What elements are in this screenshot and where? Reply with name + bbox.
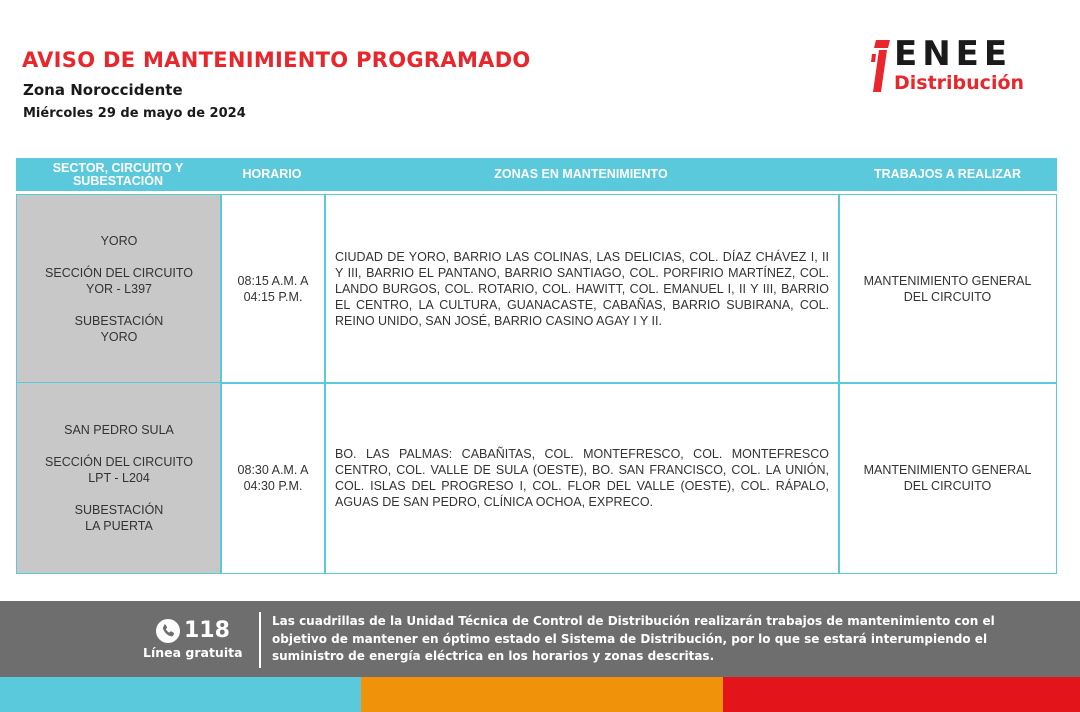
column-header-sector: SECTOR, CIRCUITO Y SUBESTACIÓN [52, 160, 184, 188]
substation-info [75, 313, 164, 345]
time-start: 08:30 A.M. A [237, 463, 309, 477]
table-row [16, 194, 1057, 384]
work-line-1: MANTENIMIENTO GENERAL [863, 463, 1032, 477]
circuit-label: SECCIÓN DEL CIRCUITO [45, 455, 193, 469]
circuit-label: SECCIÓN DEL CIRCUITO [45, 266, 193, 280]
time-start: 08:15 A.M. A [237, 274, 309, 288]
phone-number: 118 [184, 618, 230, 643]
zones-text: CIUDAD DE YORO, BARRIO LAS COLINAS, LAS DELICIAS, COL. DÍAZ CHÁVEZ I, II Y III, BARRIO EL PANTANO, BARRIO SANTIAGO, COL. PORFIRIO MARTÍNEZ, COL. LANDO BURGOS, COL. ROTARIO, COL. HAWITT, COL. EMANUEL I, II Y III, BARRIO EL CENTRO, LA CULTURA, GUANACASTE, CABAÑAS, BARRIO SUBIRANA, COL. REINO UNIDO, SAN JOSÉ, BARRIO CASINO AGAY I Y II. [335, 250, 829, 328]
column-header-zones: ZONAS EN MANTENIMIENTO [494, 167, 668, 181]
notice-date: Miércoles 29 de mayo de 2024 [23, 106, 246, 121]
color-bar-red [723, 677, 1080, 712]
zones-cell [324, 382, 840, 574]
zone-subtitle: Zona Noroccidente [23, 81, 183, 99]
zones-text: BO. LAS PALMAS: CABAÑITAS, COL. MONTEFRESCO, COL. MONTEFRESCO CENTRO, COL. VALLE DE SULA (OESTE), BO. SAN FRANCISCO, COL. LA UNIÓN, COL. ISLAS DEL PROGRESO I, COL. FLOR DEL VALLE (OESTE), COL. RÁPALO, AGUAS DE SAN PEDRO, CLÍNICA OCHOA, EXPRECO. [335, 447, 829, 509]
circuit-code: YOR - L397 [85, 282, 152, 296]
work-line-2: DEL CIRCUITO [903, 479, 992, 493]
footer-message: Las cuadrillas de la Unidad Técnica de Control de Distribución realizarán trabajos de mantenimiento con el objetivo de mantener en óptimo estado el Sistema de Distribución, por lo que se estará interumpiendo el suministro de energía eléctrica en los horarios y zonas descritas. [272, 614, 995, 663]
time-end: 04:30 P.M. [243, 479, 303, 493]
schedule-cell [220, 382, 326, 574]
schedule-cell [220, 194, 326, 384]
work-line-2: DEL CIRCUITO [903, 290, 992, 304]
color-bar-cyan [0, 677, 361, 712]
column-header-schedule: HORARIO [242, 167, 302, 181]
substation-name: LA PUERTA [85, 519, 153, 533]
sector-name: SAN PEDRO SULA [64, 423, 174, 437]
footer-divider [259, 612, 261, 668]
circuit-info [45, 265, 193, 297]
table-header [16, 158, 1057, 191]
table-row [16, 382, 1057, 574]
enee-logo [866, 36, 1056, 98]
time-end: 04:15 P.M. [243, 290, 303, 304]
circuit-code: LPT - L204 [88, 471, 150, 485]
phone-label: Línea gratuita [143, 645, 243, 660]
zones-cell [324, 194, 840, 384]
sector-cell [16, 194, 222, 384]
logo-subtitle: Distribución [894, 72, 1025, 94]
substation-label: SUBESTACIÓN [74, 503, 164, 517]
page-title: AVISO DE MANTENIMIENTO PROGRAMADO [22, 48, 531, 72]
logo-name: ENEE [894, 34, 1013, 74]
enee-logo-mark-icon [870, 40, 890, 92]
substation-name: YORO [100, 330, 138, 344]
column-header-work: TRABAJOS A REALIZAR [874, 167, 1021, 181]
work-cell [838, 194, 1057, 384]
sector-cell [16, 382, 222, 574]
footer-banner [0, 601, 1080, 677]
sector-name: YORO [100, 234, 138, 248]
work-cell [838, 382, 1057, 574]
circuit-info [45, 454, 193, 486]
color-bar-orange [361, 677, 723, 712]
work-line-1: MANTENIMIENTO GENERAL [863, 274, 1032, 288]
phone-icon [156, 619, 180, 643]
substation-label: SUBESTACIÓN [74, 314, 164, 328]
substation-info [75, 502, 164, 534]
